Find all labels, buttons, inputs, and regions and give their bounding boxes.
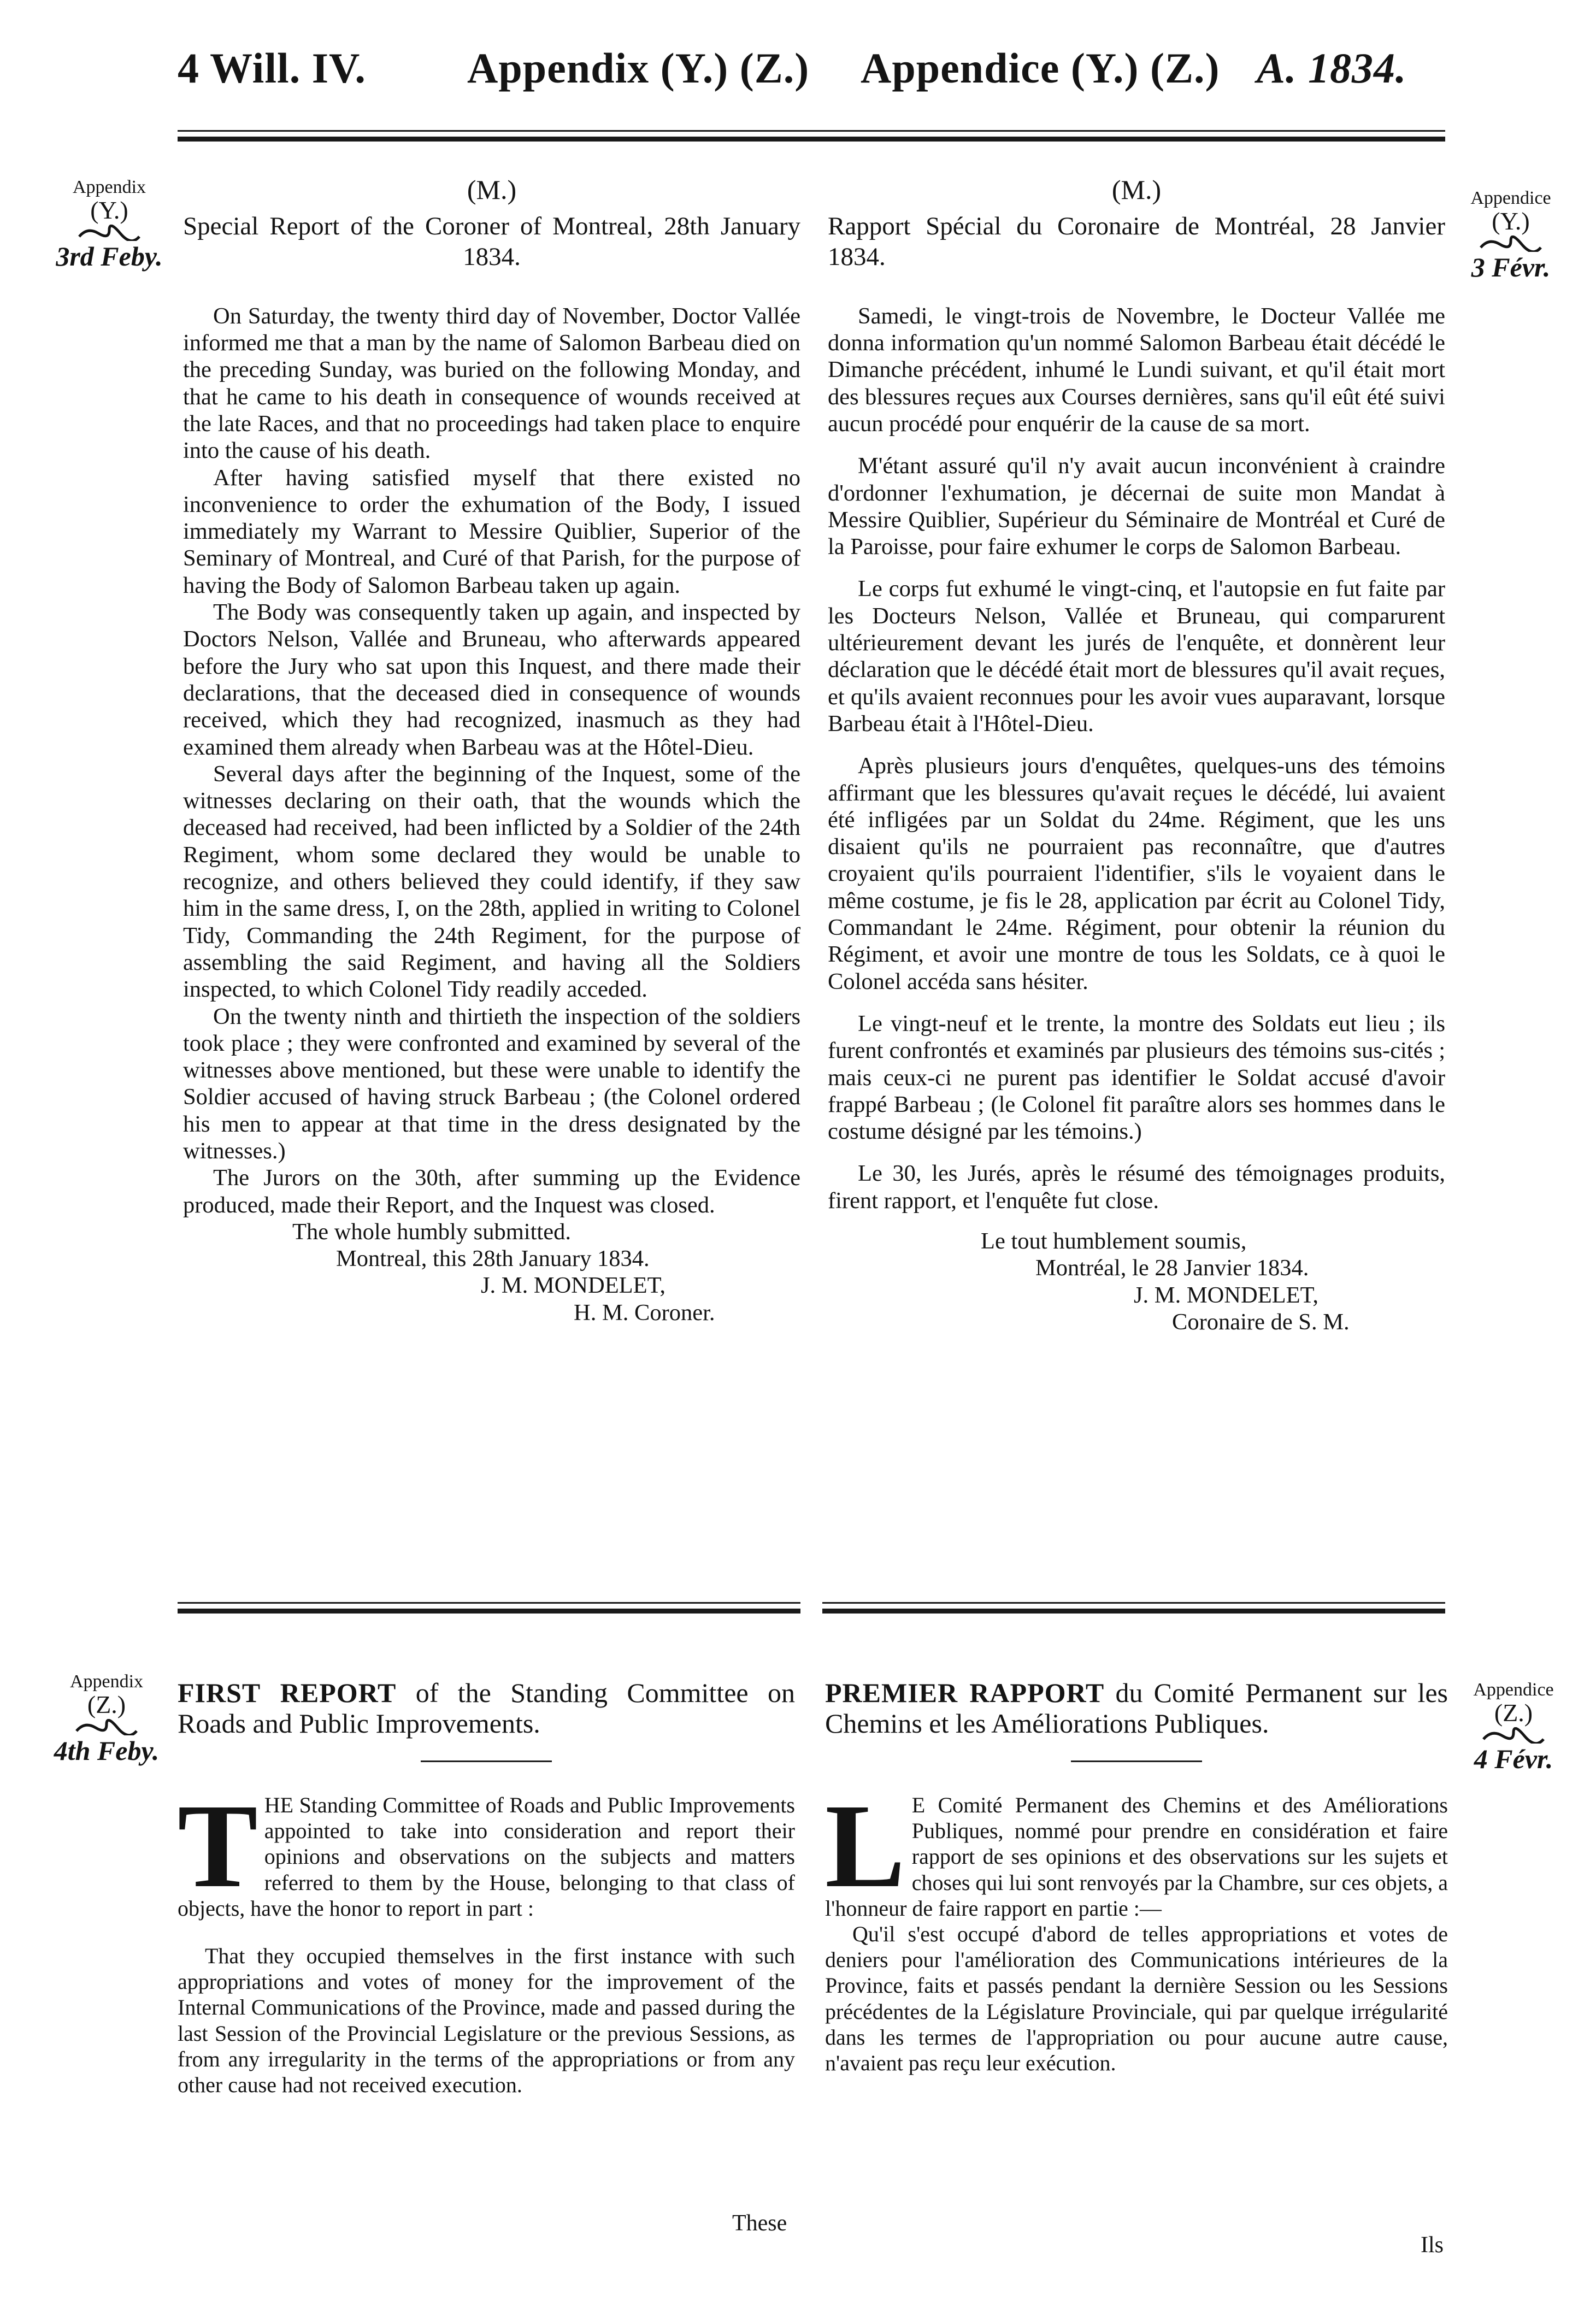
margin-date: 4th Feby. xyxy=(54,1735,160,1766)
paragraph-text: E Comité Permanent des Chemins et des Améliorations Publiques, nommé pour prendre en considération et faire rapport de ses opinions et des observations sur les sujets et choses qui lui sont renvoyés par la Chambre, sur ces objets, a l'honneur de faire rapport en partie :— xyxy=(825,1793,1448,1921)
coroner-report-en xyxy=(183,174,800,1326)
signature-block xyxy=(183,1218,800,1326)
report-title-bold: FIRST REPORT xyxy=(178,1677,397,1708)
report-title-rest: of the Standing Committee on Roads and Public Improvements. xyxy=(178,1677,795,1739)
margin-note-y-right xyxy=(1453,189,1568,281)
paragraph: Several days after the beginning of the Inquest, some of the witnesses declaring on their oath, that the wounds which the deceased had received, had been inflicted by a Soldier of the 24th Regiment, whom some declared they would be unable to recognize, and others believed they could identify, if they saw him in the same dress, I, on the 28th, applied in writing to Colonel Tidy, Commanding the 24th Regiment, for the purpose of assembling the said Regiment, and having all the Soldiers inspected, to which Colonel Tidy readily acceded. xyxy=(183,761,800,1003)
header-session: 4 Will. IV. xyxy=(178,44,366,92)
paragraph: M'étant assuré qu'il n'y avait aucun inconvénient à craindre d'ordonner l'exhumation, je décernai de suite mon Mandat à Messire Quiblier, Supérieur du Séminaire de Montréal et Curé de la Paroisse, pour faire exhumer le corps de Salomon Barbeau. xyxy=(828,453,1445,560)
report-body xyxy=(825,1779,1448,2076)
report-title xyxy=(178,1677,795,1739)
section-divider-fr-top xyxy=(822,1602,1445,1604)
section-title: Special Report of the Coroner of Montreal, 28th January 1834. xyxy=(183,212,800,272)
margin-label: Appendice xyxy=(1473,1680,1554,1700)
signatory-title: H. M. Coroner. xyxy=(574,1299,715,1326)
paragraph: After having satisfied myself that there existed no inconvenience to order the exhumation of the Body, I issued immediately my Warrant to Messire Quiblier, Superior of the Seminary of Montreal, and Curé of that Parish, for the purpose of having the Body of Salomon Barbeau taken up again. xyxy=(183,464,800,598)
closing-line: The whole humbly submitted. xyxy=(292,1218,571,1245)
drop-cap: T xyxy=(178,1779,258,1912)
report-title-rest: du Comité Permanent sur les Chemins et les Améliorations Publiques. xyxy=(825,1677,1448,1739)
closing-line: Le tout humblement soumis, xyxy=(981,1228,1247,1254)
report-body xyxy=(178,1779,795,2098)
paragraph xyxy=(825,1779,1448,1921)
committee-report-en xyxy=(178,1677,795,2098)
swash-ornament-icon xyxy=(74,1719,139,1735)
margin-note-z-left xyxy=(41,1672,172,1765)
coroner-report-fr xyxy=(828,174,1445,1335)
paragraph: Le vingt-neuf et le trente, la montre des Soldats eut lieu ; ils furent confrontés et examinés par plusieurs des témoins sus-cités ; mais ceux-ci ne purent pas identifier le Soldat accusé d'avoir frappé Barbeau ; (le Colonel fit paraître alors ses hommes dans le costume désigné par les témoins.) xyxy=(828,1010,1445,1145)
catchword-en: These xyxy=(732,2211,787,2236)
committee-report-fr xyxy=(825,1677,1448,2076)
margin-label: Appendix xyxy=(69,1671,144,1692)
section-title: Rapport Spécial du Coronaire de Montréal, 28 Janvier 1834. xyxy=(828,212,1445,272)
paragraph: The Body was consequently taken up again, and inspected by Doctors Nelson, Vallée and Bruneau, who afterwards appeared before the Jury who sat upon this Inquest, and there made their declarations, that the deceased died in consequence of wounds received, which they had recognized, inasmuch as they had examined them already when Barbeau was at the Hôtel-Dieu. xyxy=(183,599,800,760)
paragraph xyxy=(178,1779,795,1921)
report-body xyxy=(828,303,1445,1214)
paragraph-text: HE Standing Committee of Roads and Public Improvements appointed to take into consideration and report their opinions and observations on the subjects and matters referred to them by the House, belonging to that class of objects, have the honor to report in part : xyxy=(178,1793,795,1921)
title-short-rule xyxy=(421,1760,552,1762)
margin-date: 3 Févr. xyxy=(1471,251,1551,282)
paragraph: That they occupied themselves in the first instance with such appropriations and votes of money for the improvement of the Internal Communications of the Province, made and passed during the last Session of the Provincial Legislature or the previous Sessions, as from any irregularity in the terms of the appropriations or from any other cause had not received execution. xyxy=(178,1943,795,2097)
page-header xyxy=(178,44,1445,104)
paragraph: Qu'il s'est occupé d'abord de telles appropriations et votes de deniers pour l'amélioration des Communications intérieures de la Province, faits et passés pendant la dernière Session ou les Sessions précédentes de la Législature Provinciale, qui par quelque irrégularité dans les termes de l'appropriation ou pour aucune autre cause, n'avaient pas reçu leur exécution. xyxy=(825,1921,1448,2075)
header-appendix-fr: Appendice (Y.) (Z.) xyxy=(861,44,1220,92)
margin-date: 4 Févr. xyxy=(1474,1743,1553,1774)
section-divider-fr-bottom xyxy=(822,1609,1445,1614)
paragraph: On Saturday, the twenty third day of November, Doctor Vallée informed me that a man by the name of Salomon Barbeau died on the preceding Sunday, was buried on the following Monday, and that he came to his death in consequence of wounds received at the late Races, and that no proceedings had taken place to enquire into the cause of his death. xyxy=(183,303,800,464)
signatory-title: Coronaire de S. M. xyxy=(1172,1309,1350,1335)
header-rule-bottom xyxy=(178,137,1445,142)
header-rule-top xyxy=(178,130,1445,132)
paragraph: Samedi, le vingt-trois de Novembre, le Docteur Vallée me donna information qu'un nommé Salomon Barbeau était décédé le Dimanche précédent, inhumé le Lundi suivant, et qu'il était mort des blessures reçues aux Courses dernières, sans qu'il eût été suivi aucun procédé pour enquérir de la cause de sa mort. xyxy=(828,303,1445,437)
margin-label: Appendice xyxy=(1470,188,1551,208)
signatory-name: J. M. MONDELET, xyxy=(481,1273,666,1299)
margin-letter: (Y.) xyxy=(90,196,128,224)
paragraph: Après plusieurs jours d'enquêtes, quelques-uns des témoins affirmant que les blessures qu'avait reçues le décédé, lui avaient été infligées par un Soldat du 24me. Régiment, que les uns disaient qu'ils ne pourraient pas reconnaître, que d'autres croyaient qu'ils pourraient l'identifier, s'ils le voyaient dans le même costume, je fis le 28, application par écrit au Colonel Tidy, Commandant le 24me. Régiment, pour obtenir la réunion du Régiment, et avoir une montre de tous les Soldats, ce à quoi le Colonel accéda sans hésiter. xyxy=(828,753,1445,994)
place-date: Montréal, le 28 Janvier 1834. xyxy=(1035,1255,1309,1281)
swash-ornament-icon xyxy=(76,225,142,241)
header-appendix-en: Appendix (Y.) (Z.) xyxy=(467,44,810,92)
drop-cap: L xyxy=(825,1779,905,1912)
margin-date: 3rd Feby. xyxy=(56,240,163,272)
margin-letter: (Z.) xyxy=(1494,1698,1533,1727)
report-title-bold: PREMIER RAPPORT xyxy=(825,1677,1105,1708)
margin-letter: (Z.) xyxy=(87,1690,126,1718)
report-body xyxy=(183,303,800,1218)
catchword-fr: Ils xyxy=(1421,2233,1444,2258)
signatory-name: J. M. MONDELET, xyxy=(1134,1282,1319,1308)
header-year: A. 1834. xyxy=(1257,44,1407,92)
margin-label: Appendix xyxy=(72,177,146,197)
swash-ornament-icon xyxy=(1481,1727,1546,1744)
report-title xyxy=(825,1677,1448,1739)
signature-block xyxy=(828,1228,1445,1335)
section-divider-en-top xyxy=(178,1602,800,1604)
swash-ornament-icon xyxy=(1478,235,1544,252)
margin-note-z-right xyxy=(1456,1680,1571,1773)
paragraph: On the twenty ninth and thirtieth the inspection of the soldiers took place ; they were confronted and examined by several of the witnesses above mentioned, but these were unable to identify the Soldier accused of having struck Barbeau ; (the Colonel ordered his men to appear at that time in the dress designated by the witnesses.) xyxy=(183,1003,800,1164)
margin-letter: (Y.) xyxy=(1492,207,1530,235)
paragraph: Le corps fut exhumé le vingt-cinq, et l'autopsie en fut faite par les Docteurs Nelson, Vallée et Bruneau, qui comparurent ultérieurement devant les jurés de l'enquête, et donnèrent leur déclaration que le décédé était mort de blessures qu'il avait reçues, et qu'ils avaient reconnues pour les avoir vues auparavant, lorsque Barbeau était à l'Hôtel-Dieu. xyxy=(828,576,1445,737)
section-letter: (M.) xyxy=(467,174,517,205)
section-letter: (M.) xyxy=(1111,174,1162,205)
paragraph: The Jurors on the 30th, after summing up the Evidence produced, made their Report, and the Inquest was closed. xyxy=(183,1165,800,1218)
section-divider-en-bottom xyxy=(178,1609,800,1614)
margin-note-y-left xyxy=(55,178,164,270)
paragraph: Le 30, les Jurés, après le résumé des témoignages produits, firent rapport, et l'enquête fut close. xyxy=(828,1161,1445,1214)
title-short-rule xyxy=(1071,1760,1202,1762)
place-date: Montreal, this 28th January 1834. xyxy=(336,1246,650,1272)
